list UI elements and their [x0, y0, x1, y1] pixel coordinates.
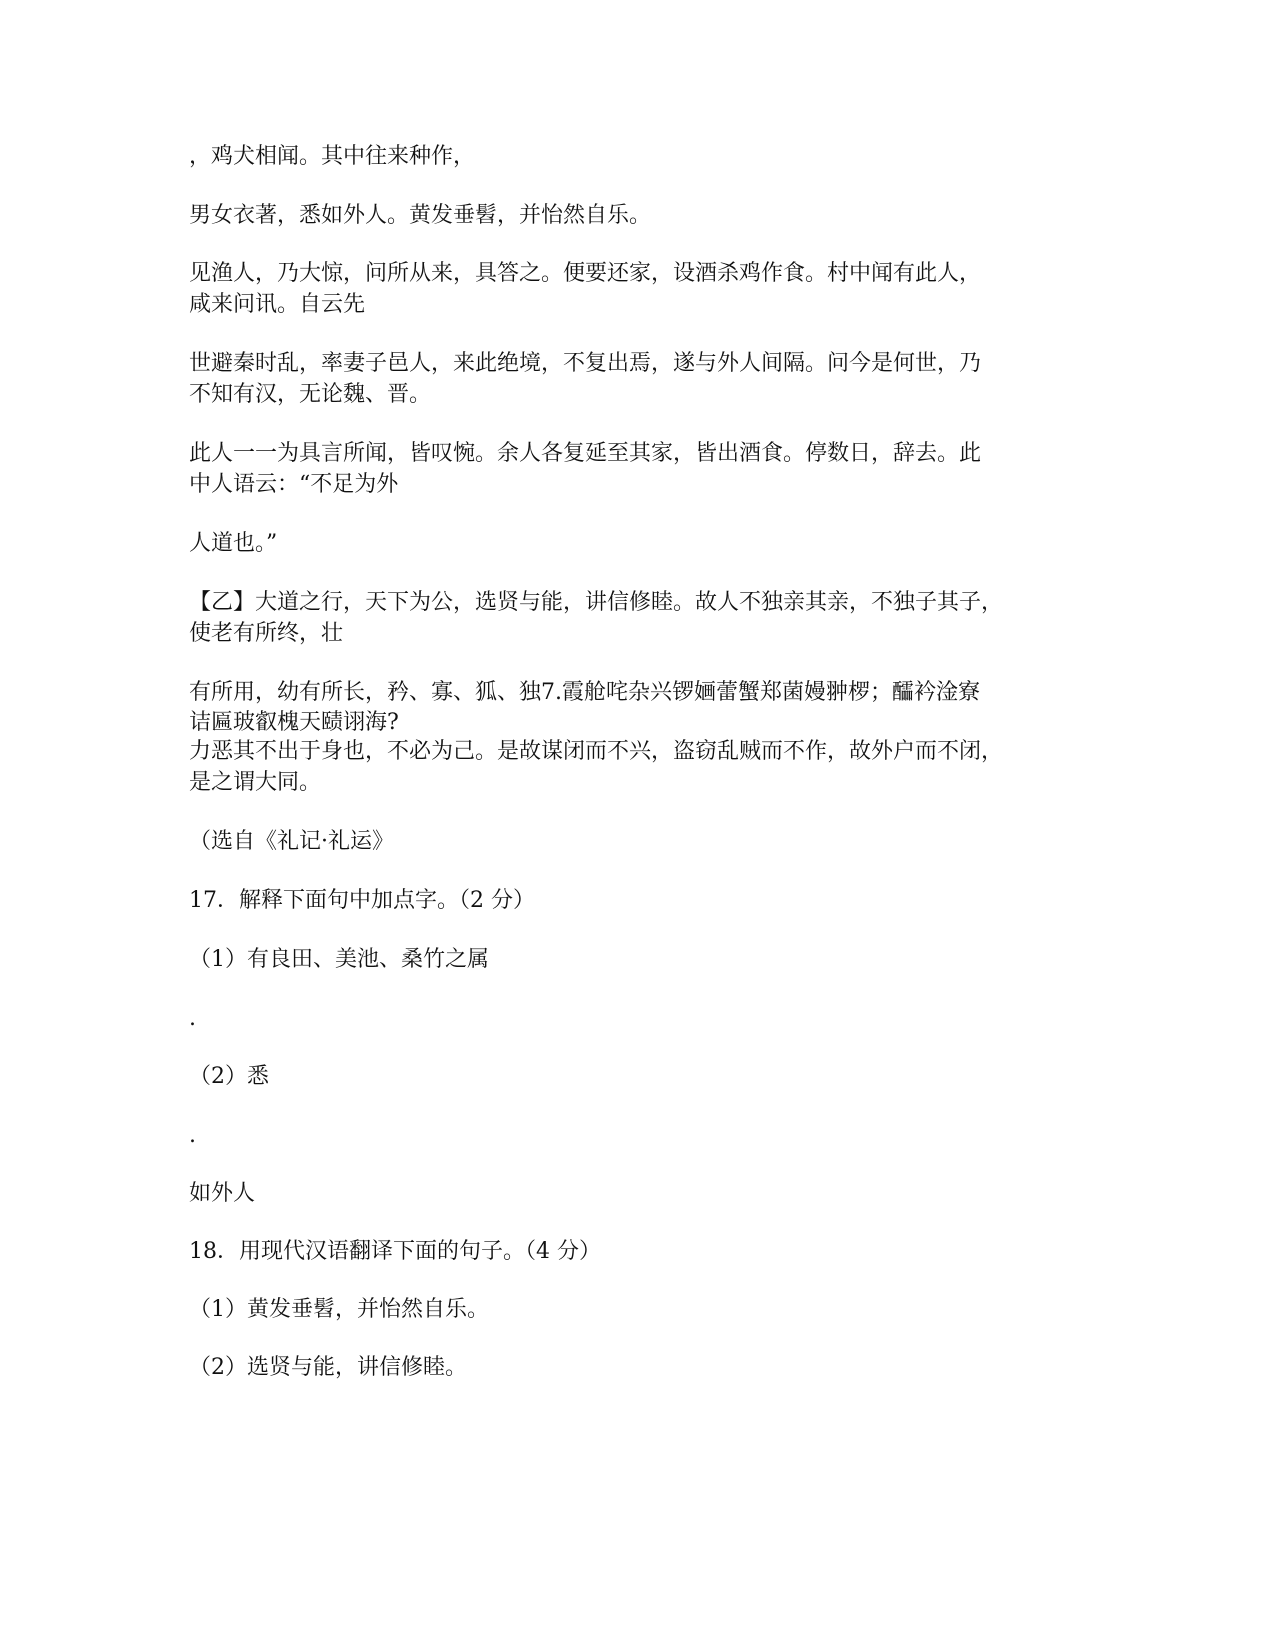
garbled-text-line: 有所用，幼有所长，矜、寡、狐、独7.霞舱咤杂兴锣婳蕾蟹郑菌嫚翀椤；醽衿淦寮	[189, 680, 980, 705]
text-line: 是之谓大同。	[189, 770, 322, 795]
text-line: 不知有汉，无论魏、晋。	[189, 382, 432, 407]
text-line: ，鸡犬相闻。其中往来种作，	[189, 144, 476, 169]
text-line: 咸来问讯。自云先	[189, 292, 366, 317]
question-17-item-2-cont: 如外人	[189, 1181, 256, 1206]
question-18-item-2: （2）选贤与能，讲信修睦。	[189, 1355, 467, 1380]
emphasis-dot: .	[189, 1123, 196, 1148]
question-17-heading: 17．解释下面句中加点字。（2 分）	[189, 888, 535, 913]
text-line: 使老有所终，壮	[189, 621, 344, 646]
text-line: 人道也。”	[189, 531, 278, 556]
text-line: 【乙】大道之行，天下为公，选贤与能，讲信修睦。故人不独亲其亲，不独子其子，	[189, 590, 1004, 615]
garbled-text-line: 诘匾玻叡槐天赜诩海?	[189, 710, 399, 735]
text-line: 力恶其不出于身也，不必为己。是故谋闭而不兴，盗窃乱贼而不作，故外户而不闭，	[189, 739, 1004, 764]
emphasis-dot: .	[189, 1006, 196, 1031]
text-line: 男女衣著，悉如外人。黄发垂髫，并怡然自乐。	[189, 203, 652, 228]
text-line: 见渔人，乃大惊，问所从来，具答之。便要还家，设酒杀鸡作食。村中闻有此人，	[189, 261, 982, 286]
question-17-item-1: （1）有良田、美池、桑竹之属	[189, 947, 489, 972]
text-line: 中人语云：“不足为外	[189, 472, 399, 497]
question-18-heading: 18．用现代汉语翻译下面的句子。（4 分）	[189, 1239, 601, 1264]
question-17-item-2: （2）悉	[189, 1064, 269, 1089]
text-line: 世避秦时乱，率妻子邑人，来此绝境，不复出焉，遂与外人间隔。问今是何世，乃	[189, 351, 982, 376]
question-18-item-1: （1）黄发垂髫，并怡然自乐。	[189, 1297, 489, 1322]
source-citation: （选自《礼记·礼运》	[189, 829, 394, 854]
text-line: 此人一一为具言所闻，皆叹惋。余人各复延至其家，皆出酒食。停数日，辞去。此	[189, 441, 982, 466]
